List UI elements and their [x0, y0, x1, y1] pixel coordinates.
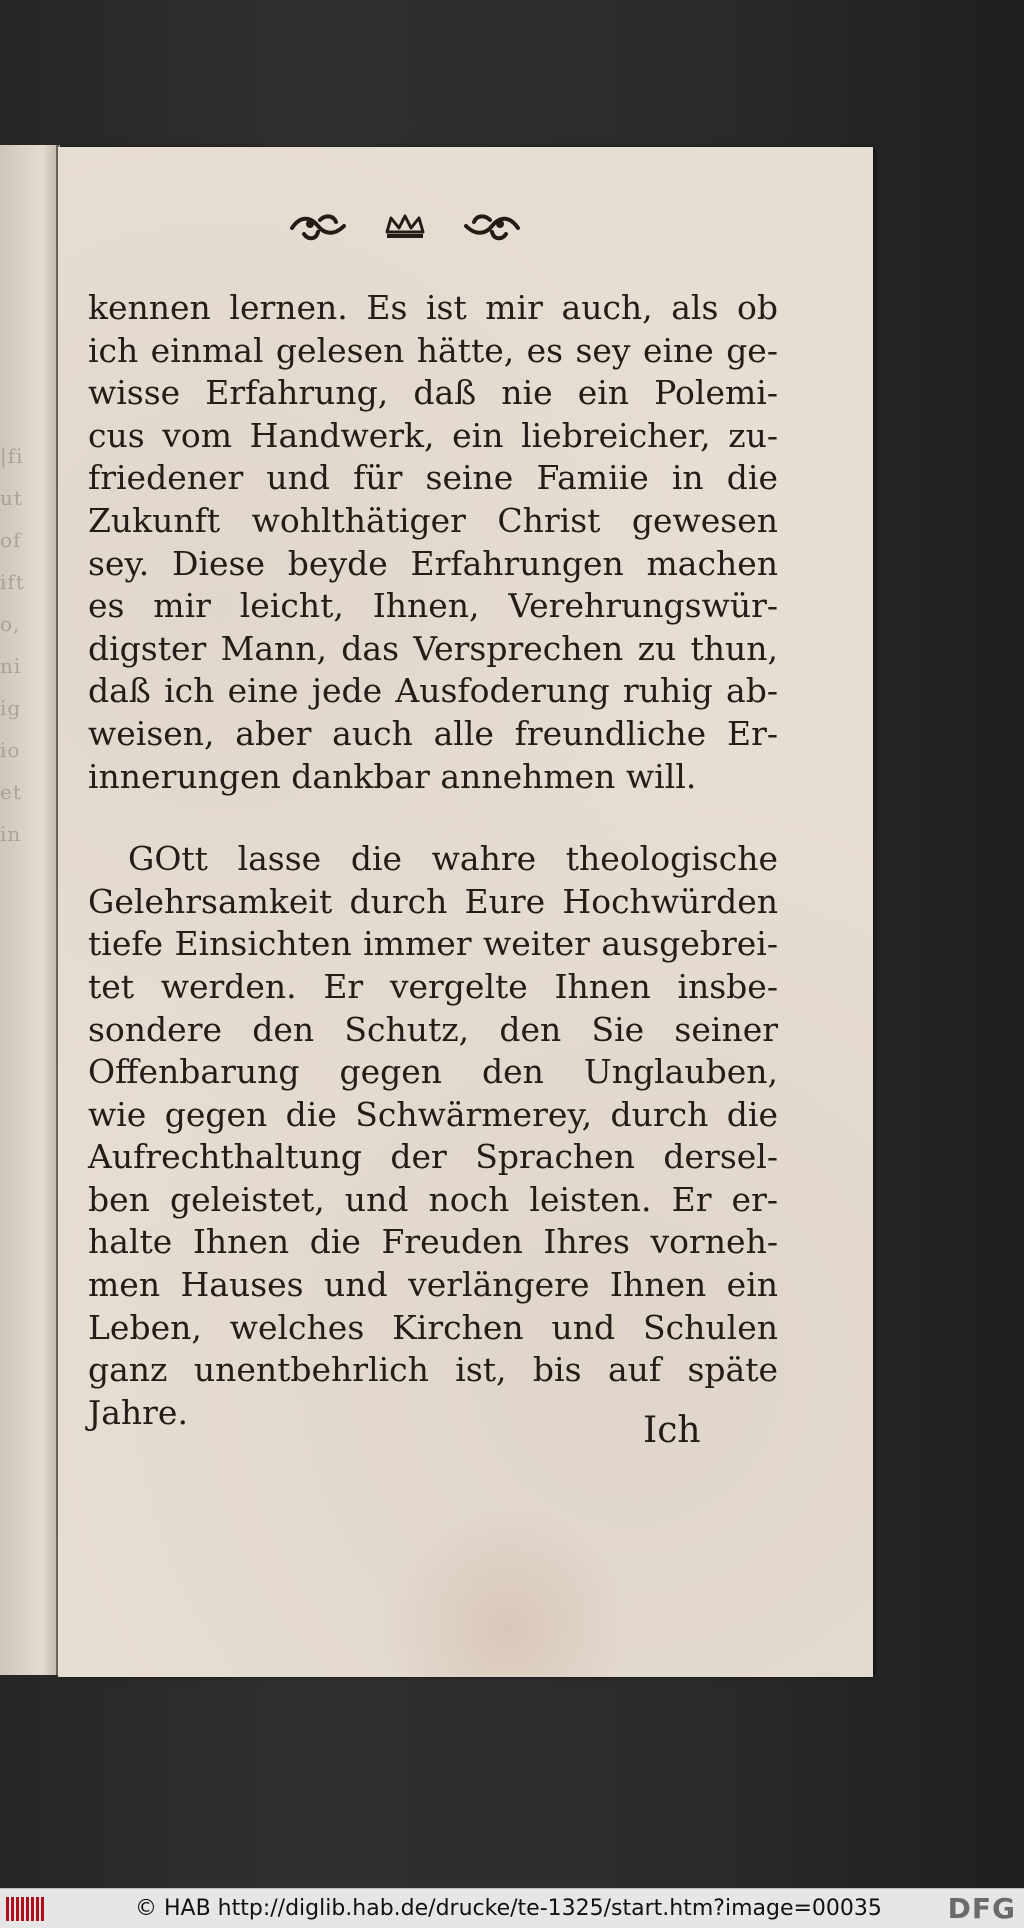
header-ornament — [290, 207, 520, 247]
text-line: men Hauses und verlängere Ihnen ein — [88, 1265, 778, 1305]
text-line: kennen lernen. Es ist mir auch, als ob — [88, 288, 778, 327]
floral-right-icon — [464, 212, 520, 242]
text-line: ganz unentbehrlich ist, bis auf späte — [88, 1350, 778, 1390]
text-line: wisse Erfahrung, daß nie ein Polemi- — [88, 373, 778, 413]
text-line: Gelehrsamkeit durch Eure Hochwürden — [88, 881, 778, 921]
footer-bar — [0, 1888, 1024, 1928]
text-line: halte Ihnen die Freuden Ihres vorneh- — [88, 1222, 778, 1262]
text-line: friedener und für seine Famiie in die — [88, 458, 778, 498]
text-line: wie gegen die Schwärmerey, durch die — [88, 1094, 778, 1134]
floral-left-icon — [290, 212, 346, 242]
source-link[interactable]: © HAB http://diglib.hab.de/drucke/te-1325/start.htm?image=00035 — [135, 1896, 882, 1921]
dfg-logo: DFG — [947, 1892, 1016, 1925]
text-line: ich einmal gelesen hätte, es sey eine ge- — [88, 330, 778, 370]
text-line: cus vom Handwerk, ein liebreicher, zu- — [88, 415, 778, 455]
text-line: ben geleistet, und noch leisten. Er er- — [88, 1179, 778, 1219]
text-line: Jahre. — [88, 1392, 188, 1432]
crown-icon — [383, 212, 427, 242]
text-line: sey. Diese beyde Erfahrungen machen — [88, 543, 778, 583]
text-line: innerungen dankbar annehmen will. — [88, 756, 697, 796]
text-line: daß ich eine jede Ausfoderung ruhig ab- — [88, 671, 778, 711]
text-line: tet werden. Er vergelte Ihnen insbe- — [88, 966, 778, 1006]
page-text — [88, 287, 778, 1434]
text-line: Zukunft wohlthätiger Christ gewesen — [88, 500, 778, 540]
text-line: es mir leicht, Ihnen, Verehrungswür- — [88, 586, 778, 626]
facing-page-edge — [0, 145, 60, 1675]
text-line: Aufrechthaltung der Sprachen dersel- — [88, 1137, 778, 1177]
text-line: digster Mann, das Versprechen zu thun, — [88, 628, 778, 668]
text-line: weisen, aber auch alle freundliche Er- — [88, 713, 778, 753]
paragraph-2 — [88, 838, 778, 1434]
hab-logo-icon — [6, 1897, 46, 1921]
book-page — [58, 147, 873, 1677]
text-line: Offenbarung gegen den Unglauben, — [88, 1052, 778, 1092]
text-line: tiefe Einsichten immer weiter ausgebrei- — [88, 924, 778, 964]
text-line: Leben, welches Kirchen und Schulen — [88, 1307, 778, 1347]
text-line: sondere den Schutz, den Sie seiner — [88, 1009, 778, 1049]
catchword: Ich — [643, 1410, 701, 1451]
paragraph-1 — [88, 287, 778, 798]
text-line: GOtt lasse die wahre theologische — [128, 839, 778, 879]
facing-page-bleed: |fi ut of ift o, ni ig io et in — [0, 444, 25, 846]
